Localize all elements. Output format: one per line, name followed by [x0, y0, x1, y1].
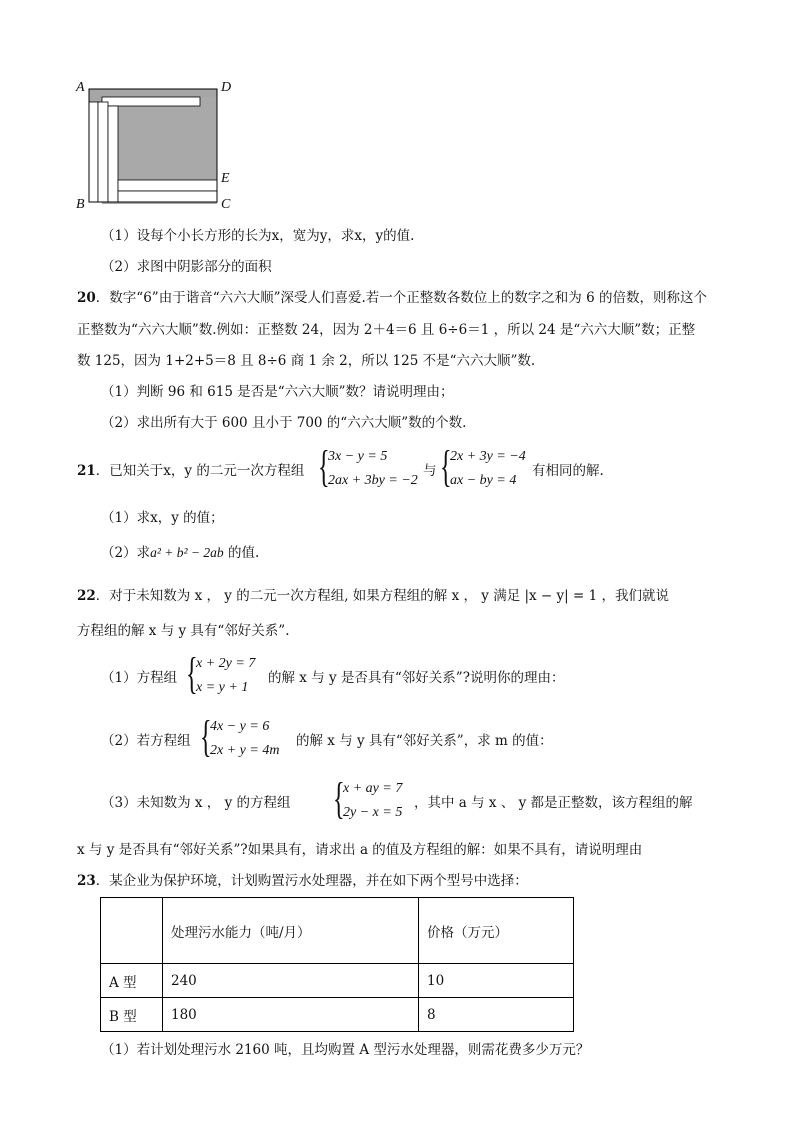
table-cell: B 型: [101, 998, 163, 1032]
q22-line1: 22．对于未知数为 x ， y 的二元一次方程组, 如果方程组的解 x ， y 满足 |x − y| = 1 ，我们就说: [77, 588, 669, 604]
q22-part3-pre: （3）未知数为 x ， y 的方程组: [101, 795, 291, 811]
q20-part1: （1）判断 96 和 615 是否是“六六大顺”数？请说明理由；: [101, 384, 454, 400]
q20-line1: 20．数字“6”由于谐音“六六大顺”深受人们喜爱.若一个正整数各数位上的数字之和为 6 的倍数，则称这个: [77, 290, 707, 306]
label-e: E: [221, 171, 230, 186]
q21-number: 21: [77, 463, 96, 479]
rectangle-diagram: [74, 80, 244, 216]
table-cell: A 型: [101, 964, 163, 998]
q20-part2: （2）求出所有大于 600 且小于 700 的“六六大顺”数的个数.: [101, 415, 467, 431]
table-header-cell: 价格（万元）: [419, 898, 574, 964]
q22-line2: 方程组的解 x 与 y 具有“邻好关系”.: [77, 623, 290, 639]
q22-part2-pre: （2）若方程组: [101, 733, 191, 749]
label-b: B: [76, 197, 85, 212]
label-d: D: [221, 80, 232, 95]
table-row: [101, 964, 574, 998]
label-c: C: [221, 197, 231, 212]
table-cell: 240: [163, 964, 419, 998]
q20-line3: 数 125，因为 1+2+5＝8 且 8÷6 商 1 余 2，所以 125 不是“六六大顺”数.: [77, 353, 536, 369]
q23-number: 23: [77, 873, 96, 889]
q22-part3-line2: x 与 y 是否具有“邻好关系”?如果具有，请求出 a 的值及方程组的解：如果不具有，请说明理由: [77, 842, 643, 858]
table-cell: 10: [419, 964, 574, 998]
q21-part2: （2）求a² + b² − 2ab 的值.: [101, 545, 260, 561]
q21-post: 有相同的解.: [532, 463, 604, 479]
q19-part1: （1）设每个小长方形的长为x，宽为y，求x，y的值.: [101, 228, 415, 244]
q22-number: 22: [77, 588, 96, 604]
q21-stem: 21．已知关于x，y 的二元一次方程组: [77, 463, 305, 479]
q22-part1-post: 的解 x 与 y 是否具有“邻好关系”?说明你的理由：: [268, 670, 565, 686]
table-cell: 180: [163, 998, 419, 1032]
table-header-cell: 处理污水能力（吨/月）: [163, 898, 419, 964]
q19-part2: （2）求图中阴影部分的面积: [101, 259, 272, 275]
q21-part1: （1）求x，y 的值；: [101, 510, 224, 526]
table-row: [101, 998, 574, 1032]
label-a: A: [76, 80, 85, 95]
q20-number: 20: [77, 290, 96, 306]
table-header-cell: [101, 898, 163, 964]
q20-line2: 正整数为“六六大顺”数.例如：正整数 24，因为 2＋4＝6 且 6÷6＝1 ，所以 24 是“六六大顺”数；正整: [77, 322, 696, 338]
q23-part1: （1）若计划处理污水 2160 吨，且均购置 A 型污水处理器，则需花费多少万元？: [101, 1042, 590, 1058]
rectangle-figure: [74, 80, 244, 216]
table-header-row: [101, 898, 574, 964]
table-cell: 8: [419, 998, 574, 1032]
q22-part2-post: 的解 x 与 y 具有“邻好关系”，求 m 的值：: [296, 733, 553, 749]
q22-part3-post: ，其中 a 与 x 、 y 都是正整数，该方程组的解: [414, 795, 693, 811]
q23-intro: 23．某企业为保护环境，计划购置污水处理器，并在如下两个型号中选择：: [77, 873, 528, 889]
purifier-table: [100, 897, 574, 1032]
q21-mid: 与: [423, 463, 437, 479]
q22-part1-pre: （1）方程组: [101, 670, 178, 686]
